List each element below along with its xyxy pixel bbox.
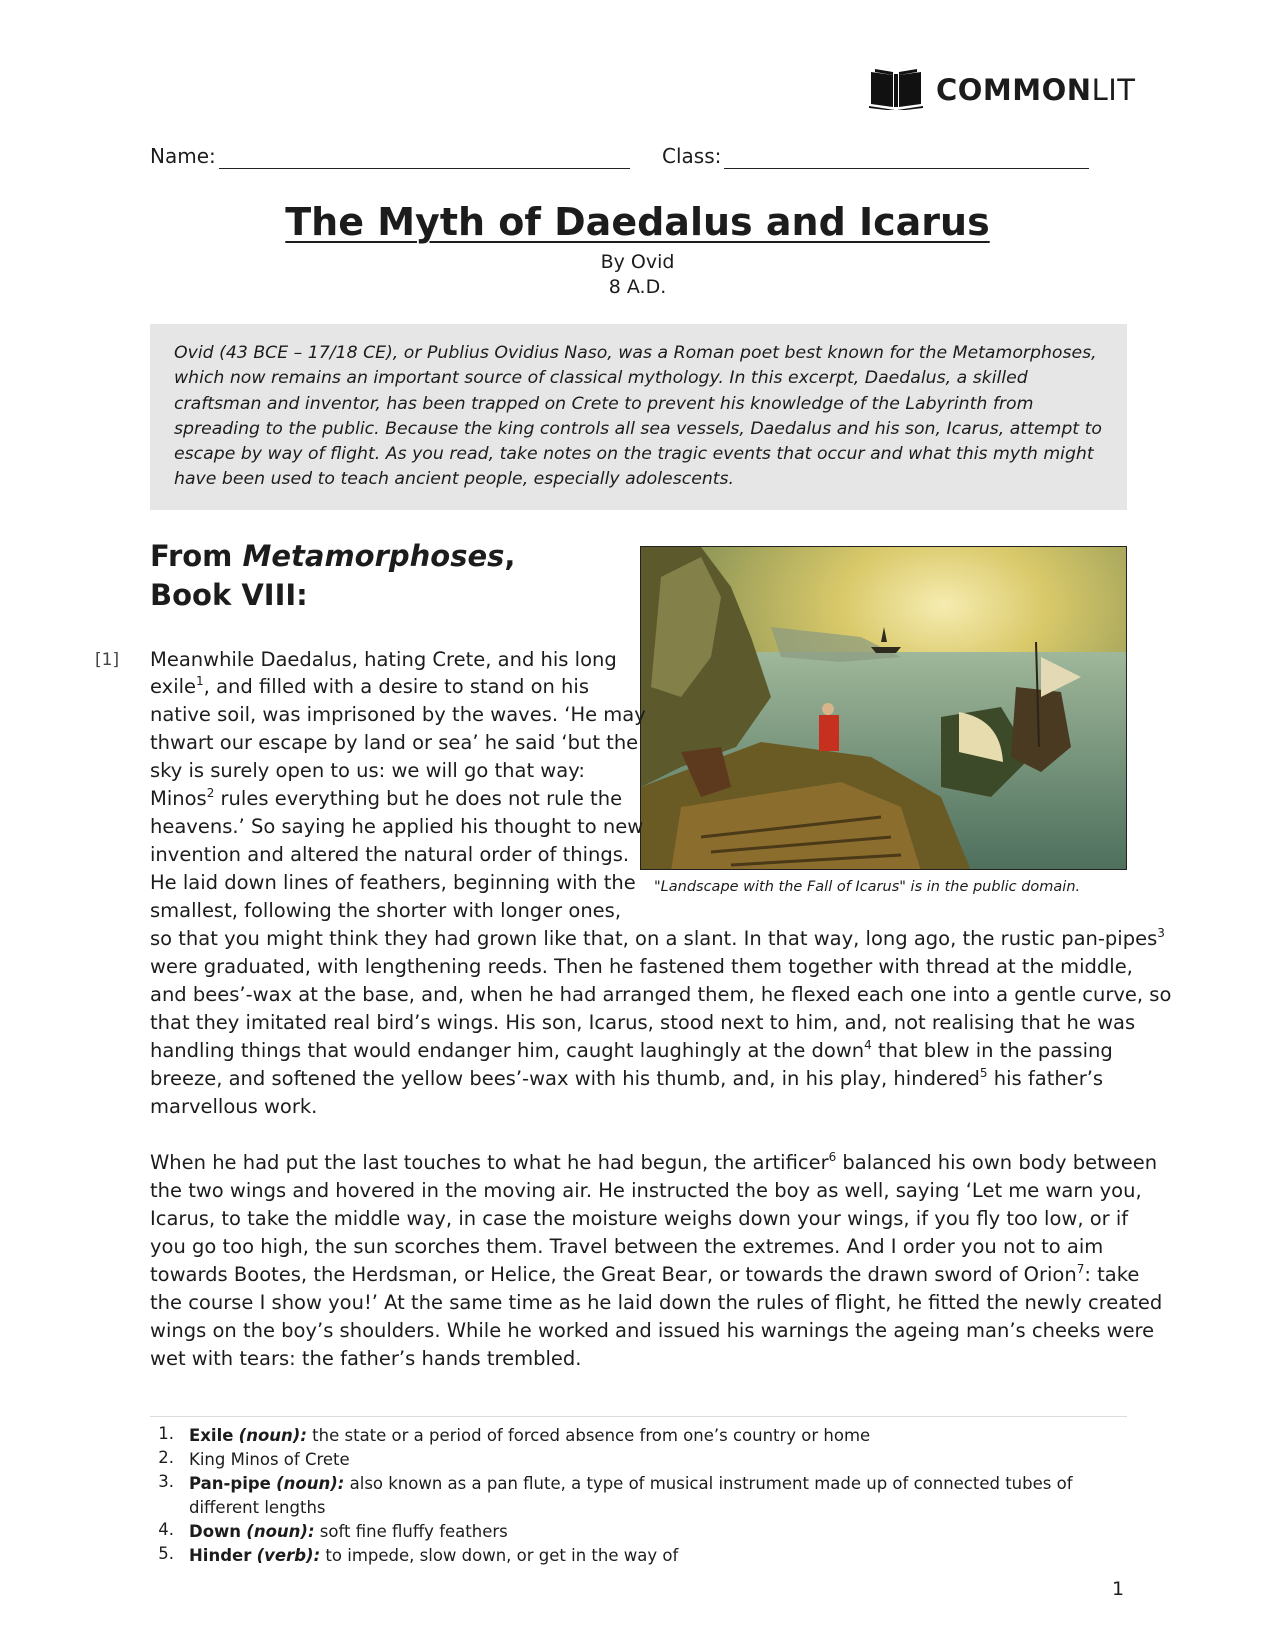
landscape-painting bbox=[640, 546, 1127, 870]
body-line: were graduated, with lengthening reeds. Then he fastened them together with thread at the middle, bbox=[150, 955, 1133, 978]
footnote-ref[interactable]: 4 bbox=[864, 1038, 872, 1052]
body-line: that they imitated real bird’s wings. His son, Icarus, stood next to him, and, not realising that he was bbox=[150, 1011, 1136, 1034]
body-line: wet with tears: the father’s hands trembled. bbox=[150, 1347, 582, 1370]
footnote-number: 2. bbox=[158, 1448, 174, 1467]
footnote-divider bbox=[150, 1416, 1127, 1417]
body-line: marvellous work. bbox=[150, 1095, 318, 1118]
body-line: smallest, following the shorter with longer ones, bbox=[150, 899, 622, 922]
name-field[interactable] bbox=[219, 168, 630, 169]
body-line: the two wings and hovered in the moving air. He instructed the boy as well, saying ‘Let me warn you, bbox=[150, 1179, 1142, 1202]
logo-wordmark: COMMONLIT bbox=[936, 73, 1136, 107]
body-line: towards Bootes, the Herdsman, or Helice, the Great Bear, or towards the drawn sword of Orion$^7$: take bbox=[150, 1262, 1140, 1286]
body-line: you go too high, the sun scorches them. Travel between the extremes. And I order you not to aim bbox=[150, 1235, 1104, 1258]
paragraph-number: [1] bbox=[95, 650, 120, 670]
body-line: breeze, and softened the yellow bees’-wax with his thumb, and, in his play, hindered$^5$ his father’s bbox=[150, 1066, 1104, 1090]
class-label: Class: bbox=[662, 144, 722, 168]
open-book-icon bbox=[868, 66, 924, 114]
image-caption: "Landscape with the Fall of Icarus" is in the public domain. bbox=[654, 879, 1081, 895]
body-line: Minos$^2$ rules everything but he does not rule the bbox=[150, 786, 623, 810]
body-line: wings on the boy’s shoulders. While he worked and issued his warnings the ageing man’s cheeks were bbox=[150, 1319, 1155, 1342]
body-line: Icarus, to take the middle way, in case the moisture weighs down your wings, if you fly too low, or if bbox=[150, 1207, 1129, 1230]
footnote-item: Hinder (verb): to impede, slow down, or get in the way of bbox=[189, 1546, 679, 1565]
body-line: sky is surely open to us: we will go that way: bbox=[150, 759, 585, 782]
body-line: handling things that would endanger him, caught laughingly at the down$^4$ that blew in the passing bbox=[150, 1038, 1113, 1062]
body-line: native soil, was imprisoned by the waves. ‘He may bbox=[150, 703, 646, 726]
footnote-item: Pan-pipe (noun): also known as a pan flute, a type of musical instrument made up of connected tubes of different lengths bbox=[189, 1474, 1073, 1517]
name-label: Name: bbox=[150, 144, 216, 168]
footnote-ref[interactable]: 7 bbox=[1076, 1262, 1085, 1276]
body-line: heavens.’ So saying he applied his thought to new bbox=[150, 815, 644, 838]
footnote-ref[interactable]: 5 bbox=[979, 1066, 988, 1080]
footnote-number: 4. bbox=[158, 1520, 174, 1539]
body-line: When he had put the last touches to what he had begun, the artificer$^6$ balanced his own body between bbox=[150, 1150, 1158, 1174]
body-line: so that you might think they had grown like that, on a slant. In that way, long ago, the rustic pan-pipes$^3$ bbox=[150, 926, 1165, 950]
commonlit-logo bbox=[868, 66, 1138, 114]
footnote-number: 1. bbox=[158, 1424, 174, 1443]
footnote-item: King Minos of Crete bbox=[189, 1450, 350, 1469]
footnote-item: Exile (noun): the state or a period of forced absence from one’s country or home bbox=[189, 1426, 871, 1445]
footnote-ref[interactable]: 2 bbox=[206, 786, 215, 800]
footnote-ref[interactable]: 1 bbox=[196, 674, 204, 688]
footnote-number: 5. bbox=[158, 1544, 174, 1563]
date-line: 8 A.D. bbox=[608, 276, 667, 298]
intro-text: Ovid (43 BCE – 17/18 CE), or Publius Ovidius Naso, was a Roman poet best known for the Metamorphoses, which now remains an important source of classical mythology. In this excerpt, Daedalus, a skilled craftsman and inventor, has been trapped on Crete to prevent his knowledge of the Labyrinth from spreading to the public. Because the king controls all sea vessels, Daedalus and his son, Icarus, attempt to escape by way of flight. As you read, take notes on the tragic events that occur and what this myth might have been used to teach ancient people, especially adolescents. bbox=[174, 343, 1102, 490]
body-line: invention and altered the natural order of things. bbox=[150, 843, 630, 866]
body-line: the course I show you!’ At the same time as he laid down the rules of flight, he fitted the newly created bbox=[150, 1291, 1163, 1314]
class-field[interactable] bbox=[724, 168, 1089, 169]
page-number: 1 bbox=[1112, 1578, 1125, 1600]
body-line: thwart our escape by land or sea’ he said ‘but the bbox=[150, 731, 639, 754]
body-line: exile$^1$, and filled with a desire to stand on his bbox=[150, 674, 589, 698]
footnote-ref[interactable]: 3 bbox=[1157, 926, 1165, 940]
footnote-number: 3. bbox=[158, 1472, 174, 1491]
author-line: By Ovid bbox=[600, 251, 675, 273]
body-line: and bees’-wax at the base, and, when he had arranged them, he flexed each one into a gentle curve, so bbox=[150, 983, 1172, 1006]
footnote-ref[interactable]: 6 bbox=[828, 1150, 837, 1164]
body-line: He laid down lines of feathers, beginning with the bbox=[150, 871, 636, 894]
page-title: The Myth of Daedalus and Icarus bbox=[285, 200, 990, 244]
body-line: Meanwhile Daedalus, hating Crete, and his long bbox=[150, 648, 617, 671]
section-heading: From Metamorphoses, Book VIII: bbox=[150, 539, 516, 612]
intro-box bbox=[150, 324, 1127, 510]
footnote-item: Down (noun): soft fine fluffy feathers bbox=[189, 1522, 508, 1541]
